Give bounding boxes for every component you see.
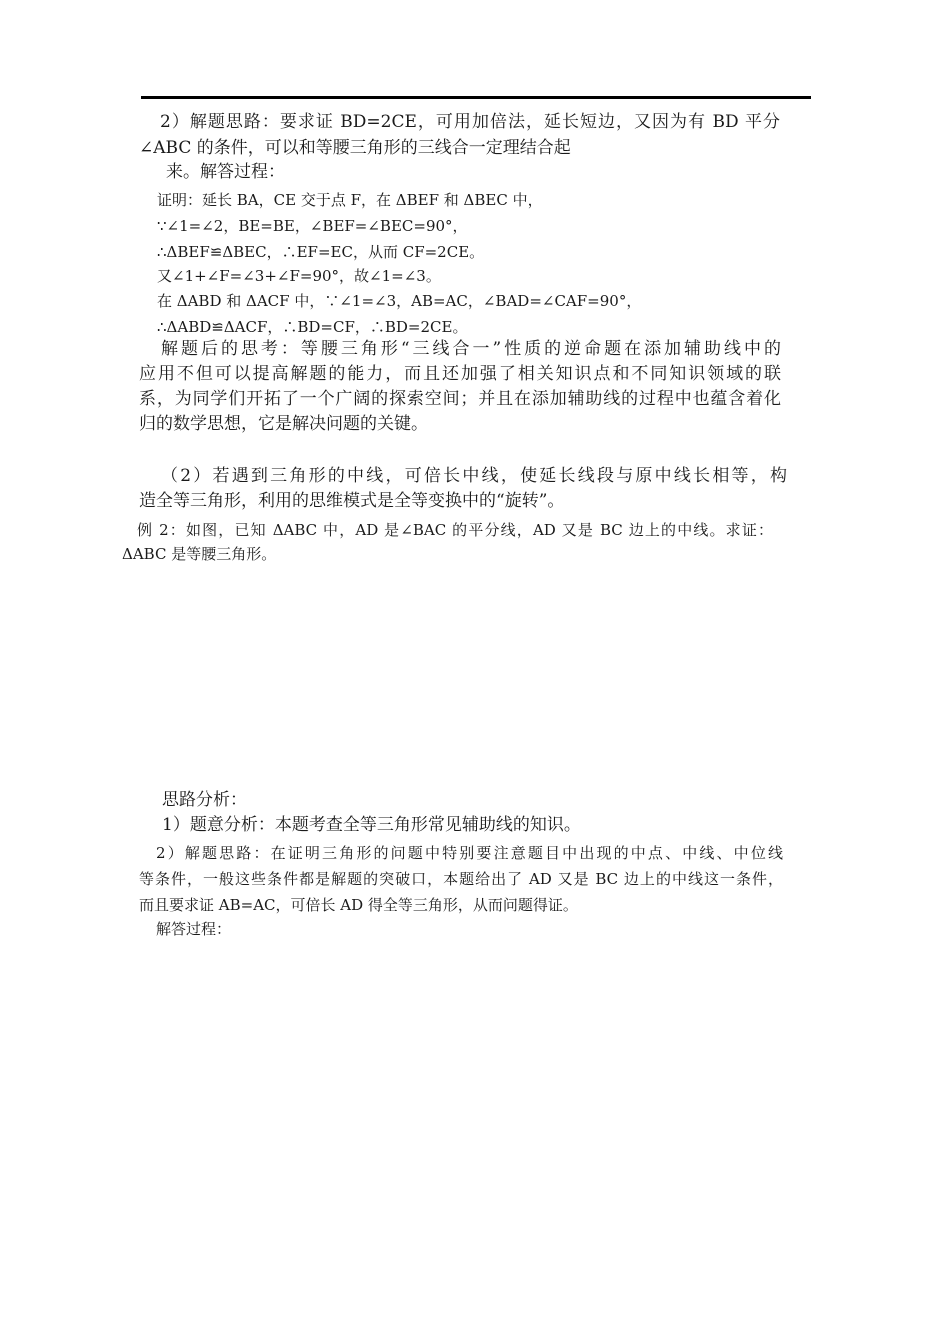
text-line: 来。解答过程： — [166, 162, 285, 182]
proof-line: 在 ΔABD 和 ΔACF 中，∵∠1=∠3，AB=AC，∠BAD=∠CAF=90°， — [157, 292, 642, 310]
reflection-line: 系，为同学们开拓了一个广阔的探索空间；并且在添加辅助线的过程中也蕴含着化 — [139, 389, 781, 409]
reflection-line: 应用不但可以提高解题的能力，而且还加强了相关知识点和不同知识领域的联 — [139, 364, 781, 384]
reflection-line: 解题后的思考：等腰三角形“三线合一”性质的逆命题在添加辅助线中的 — [161, 339, 781, 359]
analysis-line: 2）解题思路：在证明三角形的问题中特别要注意题目中出现的中点、中线、中位线 — [156, 844, 783, 862]
proof-line: ∵∠1=∠2，BE=BE，∠BEF=∠BEC=90°， — [157, 217, 468, 235]
analysis-line: 等条件，一般这些条件都是解题的突破口，本题给出了 AD 又是 BC 边上的中线这一条件， — [139, 870, 783, 888]
answer-heading: 解答过程： — [156, 920, 232, 938]
proof-line: 又∠1+∠F=∠3+∠F=90°，故∠1=∠3。 — [157, 267, 441, 285]
text-line: 2）解题思路：要求证 BD=2CE，可用加倍法，延长短边，又因为有 BD 平分 — [160, 112, 780, 132]
text-line: ∠ABC 的条件，可以和等腰三角形的三线合一定理结合起 — [139, 138, 571, 158]
reflection-line: 归的数学思想，它是解决问题的关键。 — [139, 414, 428, 434]
proof-line: ∴ΔABD≌ΔACF，∴BD=CF，∴BD=2CE。 — [157, 318, 468, 336]
proof-line: ∴ΔBEF≌ΔBEC，∴EF=EC，从而 CF=2CE。 — [157, 243, 485, 261]
analysis-line: 1）题意分析：本题考查全等三角形常见辅助线的知识。 — [162, 815, 581, 835]
analysis-heading: 思路分析： — [162, 790, 247, 810]
header-rule — [141, 96, 811, 99]
proof-line: 证明：延长 BA，CE 交于点 F，在 ΔBEF 和 ΔBEC 中， — [157, 191, 543, 209]
analysis-line: 而且要求证 AB=AC，可倍长 AD 得全等三角形，从而问题得证。 — [139, 896, 578, 914]
method-line: 造全等三角形，利用的思维模式是全等变换中的“旋转”。 — [139, 491, 565, 511]
example-line: ΔABC 是等腰三角形。 — [122, 545, 277, 563]
method-line: （2）若遇到三角形的中线，可倍长中线，使延长线段与原中线长相等，构 — [161, 466, 787, 486]
example-line: 例 2：如图，已知 ΔABC 中，AD 是∠BAC 的平分线，AD 又是 BC 边上的中线。求证： — [137, 521, 773, 539]
